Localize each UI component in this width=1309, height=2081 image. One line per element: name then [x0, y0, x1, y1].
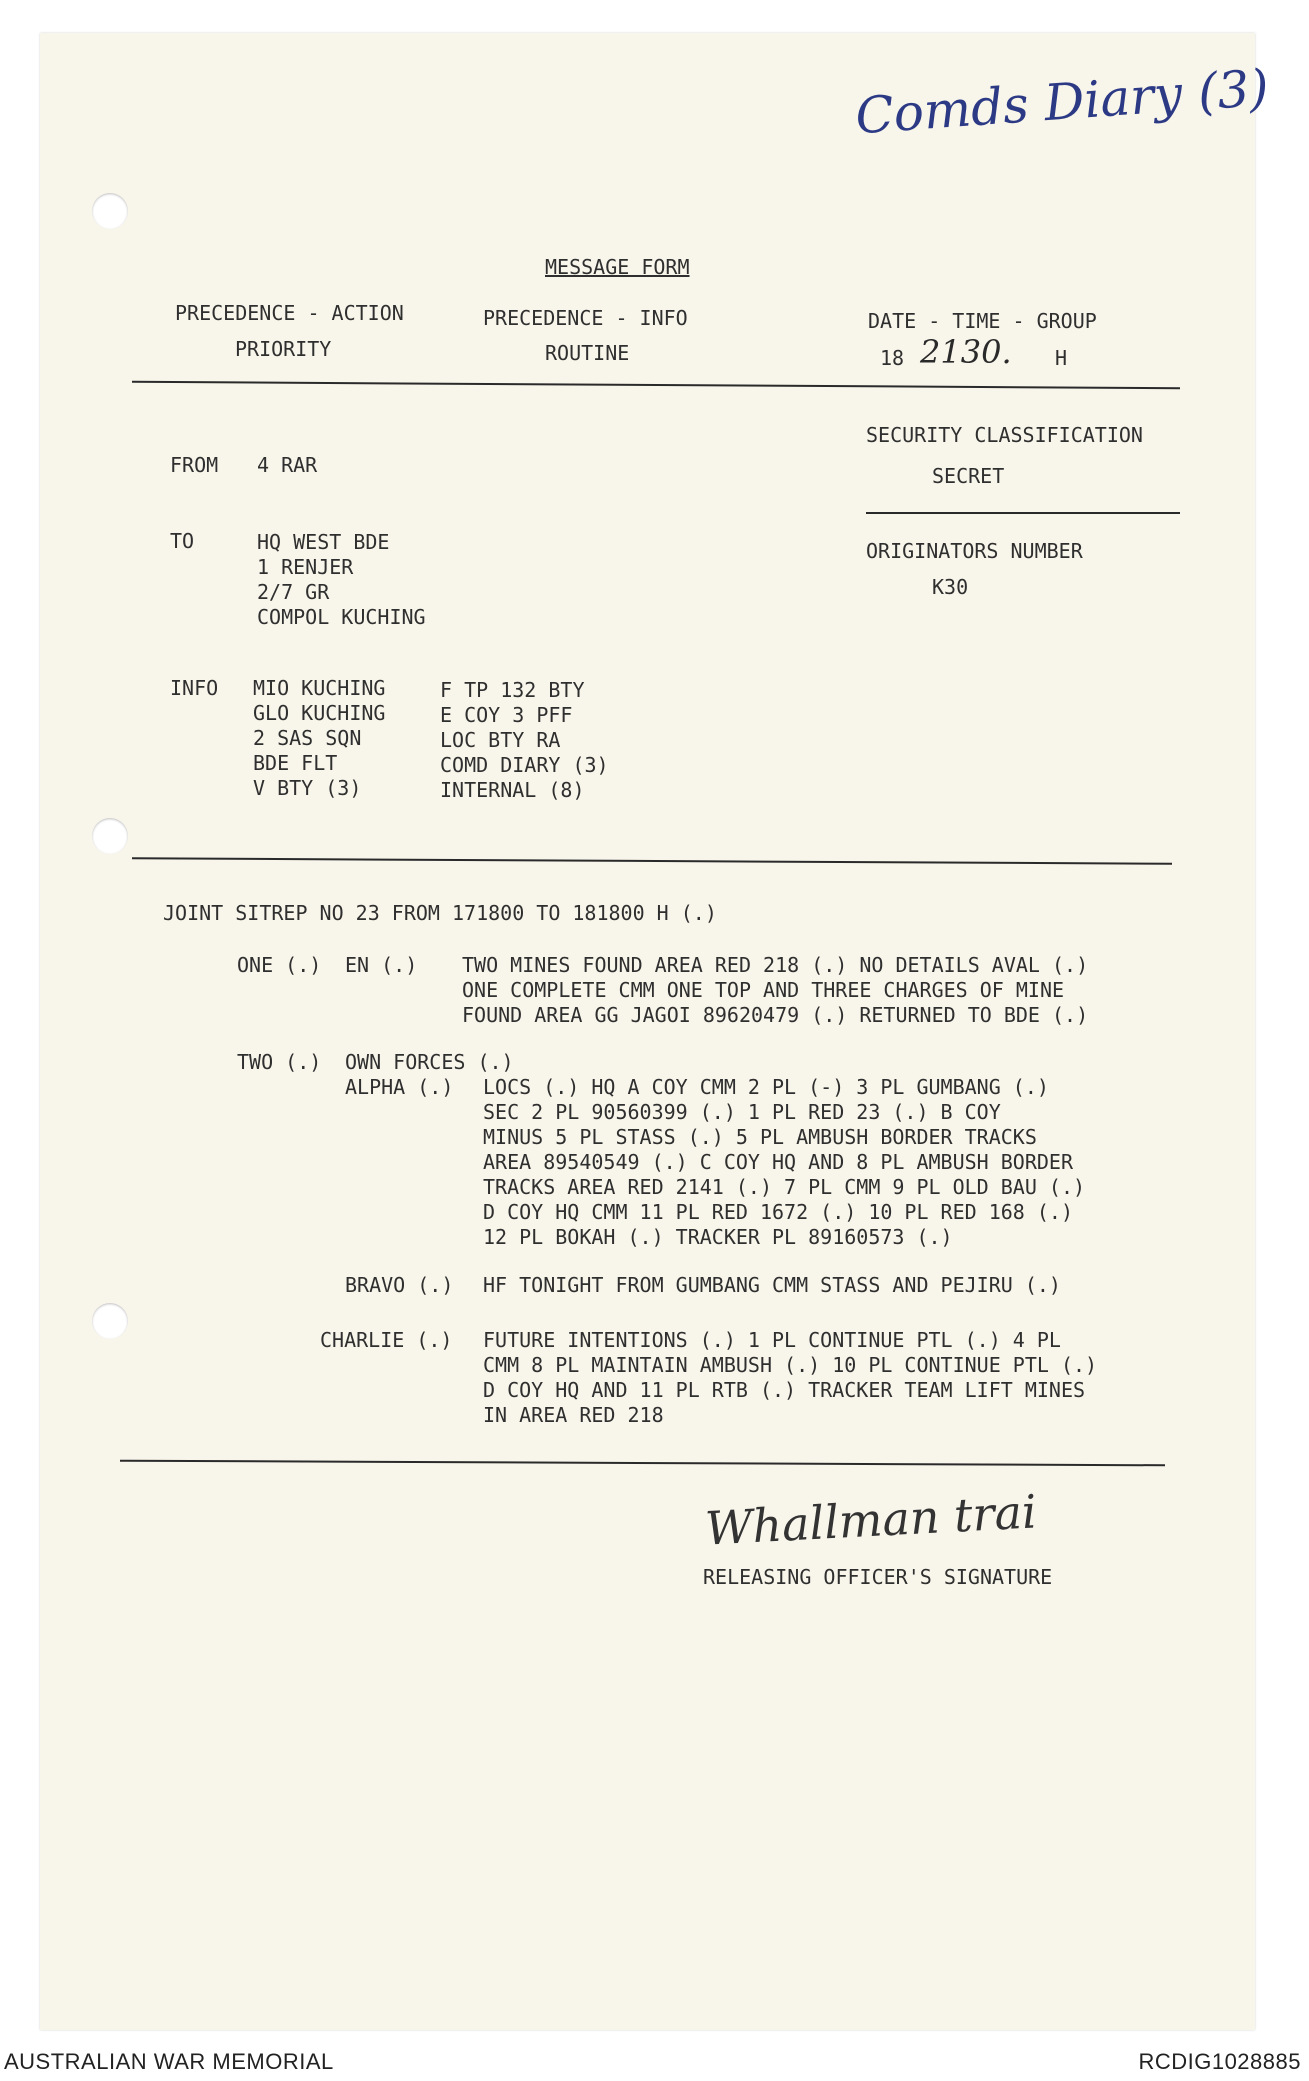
bravo-label: BRAVO (.): [345, 1273, 454, 1297]
text-line: IN AREA RED 218: [483, 1403, 664, 1427]
text-line: HF TONIGHT FROM GUMBANG CMM STASS AND PEJIRU (.): [483, 1273, 1061, 1297]
punch-hole-middle: [92, 818, 128, 854]
text-line: LOCS (.) HQ A COY CMM 2 PL (-) 3 PL GUMBANG (.): [483, 1075, 1049, 1099]
from-value: 4 RAR: [257, 453, 318, 477]
charlie-text: [483, 1328, 1097, 1428]
body-rule: [120, 1460, 1165, 1467]
text-line: FUTURE INTENTIONS (.) 1 PL CONTINUE PTL (.) 4 PL: [483, 1328, 1061, 1352]
text-line: SEC 2 PL 90560399 (.) 1 PL RED 23 (.) B COY: [483, 1100, 1001, 1124]
text-line: D COY HQ CMM 11 PL RED 1672 (.) 10 PL RED 168 (.): [483, 1200, 1074, 1224]
info-line: V BTY (3): [253, 776, 362, 800]
precedence-action-value: PRIORITY: [235, 337, 332, 361]
info-col-1: [253, 676, 385, 801]
info-line: BDE FLT: [253, 751, 338, 775]
signature-label: RELEASING OFFICER'S SIGNATURE: [703, 1565, 1053, 1589]
info-line: GLO KUCHING: [253, 701, 386, 725]
para-two-sub: OWN FORCES (.): [345, 1050, 514, 1074]
info-line: MIO KUCHING: [253, 676, 386, 700]
to-label: TO: [170, 529, 195, 553]
form-title: MESSAGE FORM: [545, 255, 690, 279]
text-line: D COY HQ AND 11 PL RTB (.) TRACKER TEAM LIFT MINES: [483, 1378, 1086, 1402]
from-label: FROM: [170, 453, 219, 477]
info-line: 2 SAS SQN: [253, 726, 362, 750]
to-line: 1 RENJER: [257, 555, 354, 579]
dtg-day: 18: [880, 346, 905, 370]
text-line: 12 PL BOKAH (.) TRACKER PL 89160573 (.): [483, 1225, 953, 1249]
charlie-label: CHARLIE (.): [320, 1328, 453, 1352]
precedence-info-label: PRECEDENCE - INFO: [483, 306, 688, 330]
para-one-text: [462, 953, 1088, 1028]
precedence-info-value: ROUTINE: [545, 341, 630, 365]
info-line: F TP 132 BTY: [440, 678, 585, 702]
security-label: SECURITY CLASSIFICATION: [866, 423, 1143, 447]
dtg-zone: H: [1055, 346, 1068, 370]
addressing-rule: [132, 857, 1172, 864]
info-line: LOC BTY RA: [440, 728, 561, 752]
footer-right: RCDIG1028885: [1138, 2049, 1301, 2074]
signature-handwriting: Whallman trai: [703, 1484, 1038, 1556]
security-value: SECRET: [932, 464, 1005, 488]
info-col-2: [440, 678, 609, 803]
sitrep-heading: JOINT SITREP NO 23 FROM 171800 TO 181800 H (.): [163, 901, 717, 925]
para-two-label: TWO (.): [237, 1050, 322, 1074]
to-line: HQ WEST BDE: [257, 530, 390, 554]
bravo-text: [483, 1273, 1061, 1298]
document-page: [40, 33, 1271, 2030]
text-line: ONE COMPLETE CMM ONE TOP AND THREE CHARGES OF MINE: [462, 978, 1065, 1002]
para-one-sub: EN (.): [345, 953, 418, 977]
punch-hole-top: [92, 193, 128, 229]
security-rule: [866, 512, 1180, 514]
to-line: 2/7 GR: [257, 580, 330, 604]
to-list: [257, 530, 426, 630]
originator-label: ORIGINATORS NUMBER: [866, 539, 1083, 563]
text-line: CMM 8 PL MAINTAIN AMBUSH (.) 10 PL CONTINUE PTL (.): [483, 1353, 1098, 1377]
alpha-text: [483, 1075, 1085, 1250]
text-line: TWO MINES FOUND AREA RED 218 (.) NO DETAILS AVAL (.): [462, 953, 1089, 977]
alpha-label: ALPHA (.): [345, 1075, 454, 1099]
text-line: FOUND AREA GG JAGOI 89620479 (.) RETURNED TO BDE (.): [462, 1003, 1089, 1027]
info-line: E COY 3 PFF: [440, 703, 573, 727]
originator-value: K30: [932, 575, 969, 599]
para-one-label: ONE (.): [237, 953, 322, 977]
text-line: MINUS 5 PL STASS (.) 5 PL AMBUSH BORDER TRACKS: [483, 1125, 1037, 1149]
dtg-label: DATE - TIME - GROUP: [868, 309, 1097, 333]
precedence-action-label: PRECEDENCE - ACTION: [175, 301, 404, 325]
to-line: COMPOL KUCHING: [257, 605, 426, 629]
dtg-time-handwritten: 2130.: [920, 333, 1012, 371]
text-line: TRACKS AREA RED 2141 (.) 7 PL CMM 9 PL OLD BAU (.): [483, 1175, 1086, 1199]
header-rule: [132, 381, 1180, 389]
handwritten-note: Comds Diary (3): [853, 58, 1271, 146]
text-line: AREA 89540549 (.) C COY HQ AND 8 PL AMBUSH BORDER: [483, 1150, 1074, 1174]
punch-hole-bottom: [92, 1303, 128, 1339]
info-label: INFO: [170, 676, 219, 700]
info-line: COMD DIARY (3): [440, 753, 609, 777]
footer-left: AUSTRALIAN WAR MEMORIAL: [4, 2049, 334, 2074]
info-line: INTERNAL (8): [440, 778, 585, 802]
